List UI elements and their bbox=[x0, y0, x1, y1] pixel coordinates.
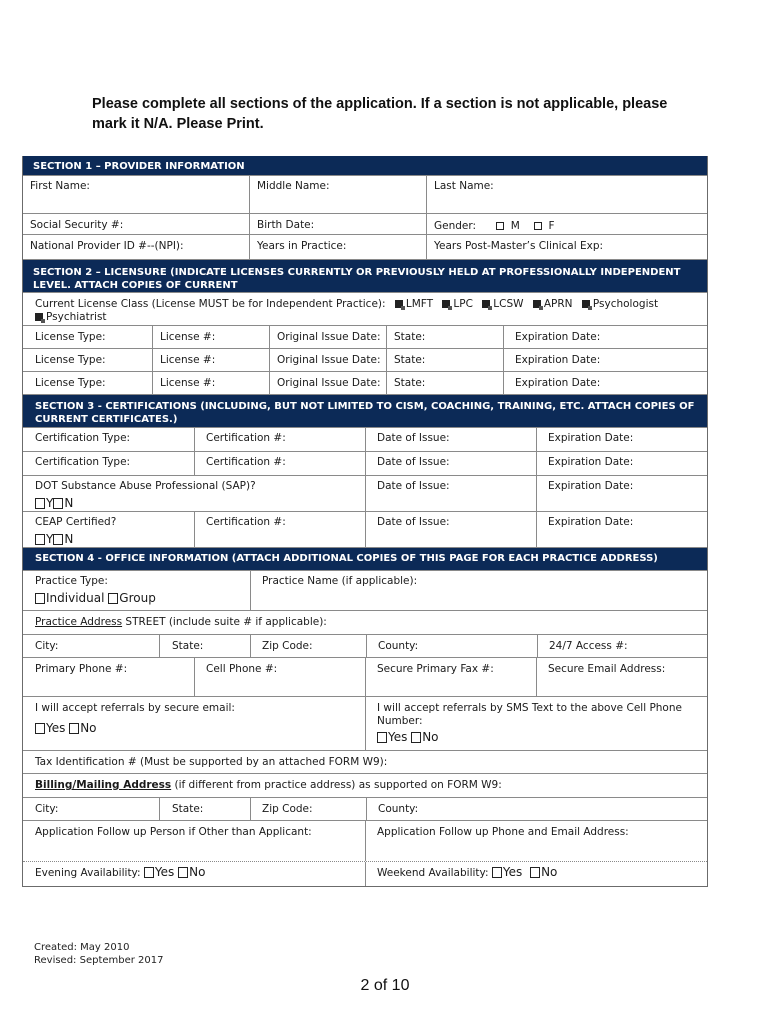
billing-zip-field[interactable] bbox=[250, 798, 366, 820]
gender-f-checkbox[interactable] bbox=[534, 222, 542, 230]
psychiatrist-label: Psychiatrist bbox=[46, 311, 107, 323]
weekend-availability-field bbox=[365, 862, 707, 886]
weekend-yes-label: Yes bbox=[502, 865, 523, 879]
aprn-label: APRN bbox=[543, 298, 573, 310]
document-dates bbox=[34, 941, 164, 967]
followup-contact-field[interactable] bbox=[365, 821, 707, 861]
npi-field[interactable] bbox=[23, 235, 249, 259]
billing-state-field[interactable] bbox=[159, 798, 250, 820]
ceap-exp-field[interactable] bbox=[536, 512, 707, 547]
billing-city-label: City: bbox=[35, 803, 59, 815]
license-exp-field[interactable] bbox=[503, 326, 707, 348]
license-type-label: License Type: bbox=[35, 377, 106, 389]
secure-email-field[interactable] bbox=[536, 658, 707, 696]
license-num-label: License #: bbox=[160, 331, 216, 343]
license-state-label: State: bbox=[394, 331, 426, 343]
evening-yes-checkbox[interactable] bbox=[144, 867, 154, 878]
accept-sms-no-checkbox[interactable] bbox=[411, 732, 421, 743]
ceap-yes-label: Y bbox=[46, 532, 54, 546]
years-practice-label: Years in Practice: bbox=[257, 240, 347, 252]
sap-exp-field[interactable] bbox=[536, 476, 707, 511]
billing-address-hint: (if different from practice address) as supported on FORM W9: bbox=[171, 779, 502, 791]
secure-fax-field[interactable] bbox=[365, 658, 536, 696]
gender-f-label: F bbox=[548, 220, 555, 232]
years-post-masters-field[interactable] bbox=[426, 235, 707, 259]
practice-type-label: Practice Type: bbox=[35, 575, 108, 587]
accept-email-label: I will accept referrals by secure email: bbox=[35, 702, 235, 714]
cert-exp-label: Expiration Date: bbox=[548, 432, 634, 444]
sap-exp-label: Expiration Date: bbox=[548, 480, 634, 492]
county-label: County: bbox=[378, 640, 419, 652]
weekend-yes-checkbox[interactable] bbox=[492, 867, 502, 878]
last-name-label: Last Name: bbox=[434, 180, 494, 192]
primary-phone-field[interactable] bbox=[23, 658, 194, 696]
cert-num-label: Certification #: bbox=[206, 432, 286, 444]
practice-address-field[interactable] bbox=[23, 611, 707, 634]
practice-type-field bbox=[23, 571, 250, 610]
accept-sms-no-label: No bbox=[422, 730, 439, 744]
cert-type-field[interactable] bbox=[23, 452, 194, 475]
ceap-cert-num-field[interactable] bbox=[194, 512, 365, 547]
license-num-field[interactable] bbox=[152, 326, 269, 348]
evening-no-label: No bbox=[189, 865, 206, 879]
orig-issue-field[interactable] bbox=[269, 349, 386, 371]
section-4-header: SECTION 4 - OFFICE INFORMATION (ATTACH ADDITIONAL COPIES OF THIS PAGE FOR EACH PRACTICE ADDRESS) bbox=[23, 548, 707, 570]
evening-no-checkbox[interactable] bbox=[178, 867, 188, 878]
group-checkbox[interactable] bbox=[108, 593, 118, 604]
gender-m-label: M bbox=[510, 220, 520, 232]
orig-issue-field[interactable] bbox=[269, 372, 386, 394]
middle-name-label: Middle Name: bbox=[257, 180, 330, 192]
practice-address-label: Practice Address bbox=[35, 616, 123, 628]
license-row bbox=[23, 371, 707, 394]
gender-label: Gender: bbox=[434, 220, 477, 232]
license-num-field[interactable] bbox=[152, 372, 269, 394]
city-label: City: bbox=[35, 640, 59, 652]
cert-exp-field[interactable] bbox=[536, 452, 707, 475]
secure-fax-label: Secure Primary Fax #: bbox=[377, 663, 494, 675]
cert-num-field[interactable] bbox=[194, 428, 365, 451]
practice-address-hint: STREET (include suite # if applicable): bbox=[122, 616, 327, 628]
license-exp-label: Expiration Date: bbox=[515, 354, 601, 366]
cert-type-label: Certification Type: bbox=[35, 456, 131, 468]
psychiatrist-checkbox[interactable] bbox=[35, 313, 43, 321]
license-type-field[interactable] bbox=[23, 326, 152, 348]
ceap-field bbox=[23, 512, 194, 547]
license-class-label: Current License Class (License MUST be for Independent Practice): bbox=[35, 298, 386, 310]
secure-email-label: Secure Email Address: bbox=[548, 663, 666, 675]
evening-availability-field bbox=[23, 862, 365, 886]
gender-m-checkbox[interactable] bbox=[496, 222, 504, 230]
evening-availability-label: Evening Availability: bbox=[35, 867, 141, 879]
accept-sms-yes-checkbox[interactable] bbox=[377, 732, 387, 743]
section-2-header: SECTION 2 – LICENSURE (INDICATE LICENSES CURRENTLY OR PREVIOUSLY HELD AT PROFESSIONALLY INDEPENDENT LEVEL. ATTACH COPIES OF CURRENT bbox=[23, 260, 707, 292]
gender-field bbox=[426, 214, 707, 234]
primary-phone-label: Primary Phone #: bbox=[35, 663, 128, 675]
weekend-no-checkbox[interactable] bbox=[530, 867, 540, 878]
first-name-label: First Name: bbox=[30, 180, 90, 192]
practice-name-label: Practice Name (if applicable): bbox=[262, 575, 418, 587]
accept-email-no-checkbox[interactable] bbox=[69, 723, 79, 734]
access-label: 24/7 Access #: bbox=[549, 640, 628, 652]
license-type-label: License Type: bbox=[35, 354, 106, 366]
ssn-field[interactable] bbox=[23, 214, 249, 234]
license-state-label: State: bbox=[394, 354, 426, 366]
license-type-field[interactable] bbox=[23, 372, 152, 394]
cert-exp-field[interactable] bbox=[536, 428, 707, 451]
revised-date: Revised: September 2017 bbox=[34, 955, 164, 966]
license-exp-label: Expiration Date: bbox=[515, 331, 601, 343]
followup-person-field[interactable] bbox=[23, 821, 365, 861]
access-field[interactable] bbox=[537, 635, 707, 657]
lmft-checkbox[interactable] bbox=[395, 300, 403, 308]
tax-id-field[interactable] bbox=[23, 751, 707, 773]
psychologist-checkbox[interactable] bbox=[582, 300, 590, 308]
billing-county-field[interactable] bbox=[366, 798, 707, 820]
license-exp-field[interactable] bbox=[503, 349, 707, 371]
license-row bbox=[23, 325, 707, 348]
license-type-field[interactable] bbox=[23, 349, 152, 371]
cert-issue-field[interactable] bbox=[365, 452, 536, 475]
ceap-yes-checkbox[interactable] bbox=[35, 534, 45, 545]
form-instructions: Please complete all sections of the application. If a section is not applicable, please mark it N/A. Please Print. bbox=[92, 96, 668, 132]
individual-label: Individual bbox=[46, 591, 105, 605]
accept-email-no-label: No bbox=[80, 721, 97, 735]
cert-issue-label: Date of Issue: bbox=[377, 432, 450, 444]
billing-address-label: Billing/Mailing Address bbox=[35, 779, 172, 791]
ceap-no-label: N bbox=[64, 532, 74, 546]
years-post-masters-label: Years Post-Master’s Clinical Exp: bbox=[434, 240, 604, 252]
ceap-no-checkbox[interactable] bbox=[53, 534, 63, 545]
created-date: Created: May 2010 bbox=[34, 942, 130, 953]
dot-sap-field bbox=[23, 476, 365, 511]
page-number: 2 of 10 bbox=[360, 977, 410, 994]
cert-type-field[interactable] bbox=[23, 428, 194, 451]
ceap-issue-label: Date of Issue: bbox=[377, 516, 450, 528]
application-form bbox=[22, 156, 708, 887]
accept-sms-yes-label: Yes bbox=[388, 730, 408, 744]
license-class-field bbox=[23, 293, 707, 325]
billing-address-field[interactable] bbox=[23, 774, 707, 797]
sap-issue-field[interactable] bbox=[365, 476, 536, 511]
cell-phone-field[interactable] bbox=[194, 658, 365, 696]
ceap-label: CEAP Certified? bbox=[35, 516, 117, 528]
section-1-header: SECTION 1 – PROVIDER INFORMATION bbox=[23, 156, 707, 175]
ceap-exp-label: Expiration Date: bbox=[548, 516, 634, 528]
group-label: Group bbox=[119, 591, 156, 605]
followup-person-label: Application Follow up Person if Other than Applicant: bbox=[35, 826, 312, 838]
license-state-field[interactable] bbox=[386, 349, 503, 371]
license-state-field[interactable] bbox=[386, 326, 503, 348]
license-type-label: License Type: bbox=[35, 331, 106, 343]
license-num-label: License #: bbox=[160, 377, 216, 389]
accept-sms-label: I will accept referrals by SMS Text to the above Cell Phone Number: bbox=[377, 702, 682, 727]
last-name-field[interactable] bbox=[426, 176, 707, 213]
ssn-label: Social Security #: bbox=[30, 219, 124, 231]
birth-date-field[interactable] bbox=[249, 214, 426, 234]
sap-issue-label: Date of Issue: bbox=[377, 480, 450, 492]
orig-issue-label: Original Issue Date: bbox=[277, 331, 381, 343]
cert-issue-label: Date of Issue: bbox=[377, 456, 450, 468]
lmft-label: LMFT bbox=[405, 298, 434, 310]
zip-field[interactable] bbox=[250, 635, 366, 657]
accept-email-yes-label: Yes bbox=[46, 721, 66, 735]
city-field[interactable] bbox=[23, 635, 159, 657]
birth-date-label: Birth Date: bbox=[257, 219, 315, 231]
accept-sms-field bbox=[365, 697, 707, 750]
aprn-checkbox[interactable] bbox=[533, 300, 541, 308]
evening-yes-label: Yes bbox=[154, 865, 175, 879]
first-name-field[interactable] bbox=[23, 176, 249, 213]
lcsw-checkbox[interactable] bbox=[482, 300, 490, 308]
cert-row bbox=[23, 427, 707, 451]
orig-issue-label: Original Issue Date: bbox=[277, 354, 381, 366]
license-state-field[interactable] bbox=[386, 372, 503, 394]
followup-contact-label: Application Follow up Phone and Email Address: bbox=[377, 826, 629, 838]
years-practice-field[interactable] bbox=[249, 235, 426, 259]
weekend-availability-label: Weekend Availability: bbox=[377, 867, 489, 879]
state-field[interactable] bbox=[159, 635, 250, 657]
orig-issue-label: Original Issue Date: bbox=[277, 377, 381, 389]
cert-exp-label: Expiration Date: bbox=[548, 456, 634, 468]
ceap-issue-field[interactable] bbox=[365, 512, 536, 547]
license-row bbox=[23, 348, 707, 371]
cert-num-field[interactable] bbox=[194, 452, 365, 475]
billing-city-field[interactable] bbox=[23, 798, 159, 820]
npi-label: National Provider ID #--(NPI): bbox=[30, 240, 184, 252]
license-num-label: License #: bbox=[160, 354, 216, 366]
license-num-field[interactable] bbox=[152, 349, 269, 371]
psychologist-label: Psychologist bbox=[592, 298, 659, 310]
cell-phone-label: Cell Phone #: bbox=[206, 663, 278, 675]
cert-type-label: Certification Type: bbox=[35, 432, 131, 444]
lpc-checkbox[interactable] bbox=[442, 300, 450, 308]
lcsw-label: LCSW bbox=[493, 298, 524, 310]
license-exp-field[interactable] bbox=[503, 372, 707, 394]
dot-sap-yes-label: Y bbox=[46, 496, 54, 510]
billing-zip-label: Zip Code: bbox=[262, 803, 313, 815]
cert-num-label: Certification #: bbox=[206, 456, 286, 468]
cert-row bbox=[23, 451, 707, 475]
dot-sap-yes-checkbox[interactable] bbox=[35, 498, 45, 509]
dot-sap-label: DOT Substance Abuse Professional (SAP)? bbox=[35, 480, 256, 492]
individual-checkbox[interactable] bbox=[35, 593, 45, 604]
practice-name-field[interactable] bbox=[250, 571, 707, 610]
zip-label: Zip Code: bbox=[262, 640, 313, 652]
tax-id-label: Tax Identification # (Must be supported by an attached FORM W9): bbox=[35, 756, 388, 768]
ceap-cert-num-label: Certification #: bbox=[206, 516, 286, 528]
county-field[interactable] bbox=[366, 635, 537, 657]
billing-county-label: County: bbox=[378, 803, 419, 815]
weekend-no-label: No bbox=[541, 865, 558, 879]
billing-state-label: State: bbox=[172, 803, 204, 815]
cert-issue-field[interactable] bbox=[365, 428, 536, 451]
dot-sap-no-checkbox[interactable] bbox=[53, 498, 63, 509]
lpc-label: LPC bbox=[453, 298, 473, 310]
middle-name-field[interactable] bbox=[249, 176, 426, 213]
dot-sap-no-label: N bbox=[64, 496, 74, 510]
accept-email-field bbox=[23, 697, 365, 750]
section-3-header: SECTION 3 - CERTIFICATIONS (INCLUDING, BUT NOT LIMITED TO CISM, COACHING, TRAINING, ETC. ATTACH COPIES OF CURRENT CERTIFICATES.) bbox=[23, 395, 707, 427]
accept-email-yes-checkbox[interactable] bbox=[35, 723, 45, 734]
state-label: State: bbox=[172, 640, 204, 652]
license-state-label: State: bbox=[394, 377, 426, 389]
orig-issue-field[interactable] bbox=[269, 326, 386, 348]
license-exp-label: Expiration Date: bbox=[515, 377, 601, 389]
